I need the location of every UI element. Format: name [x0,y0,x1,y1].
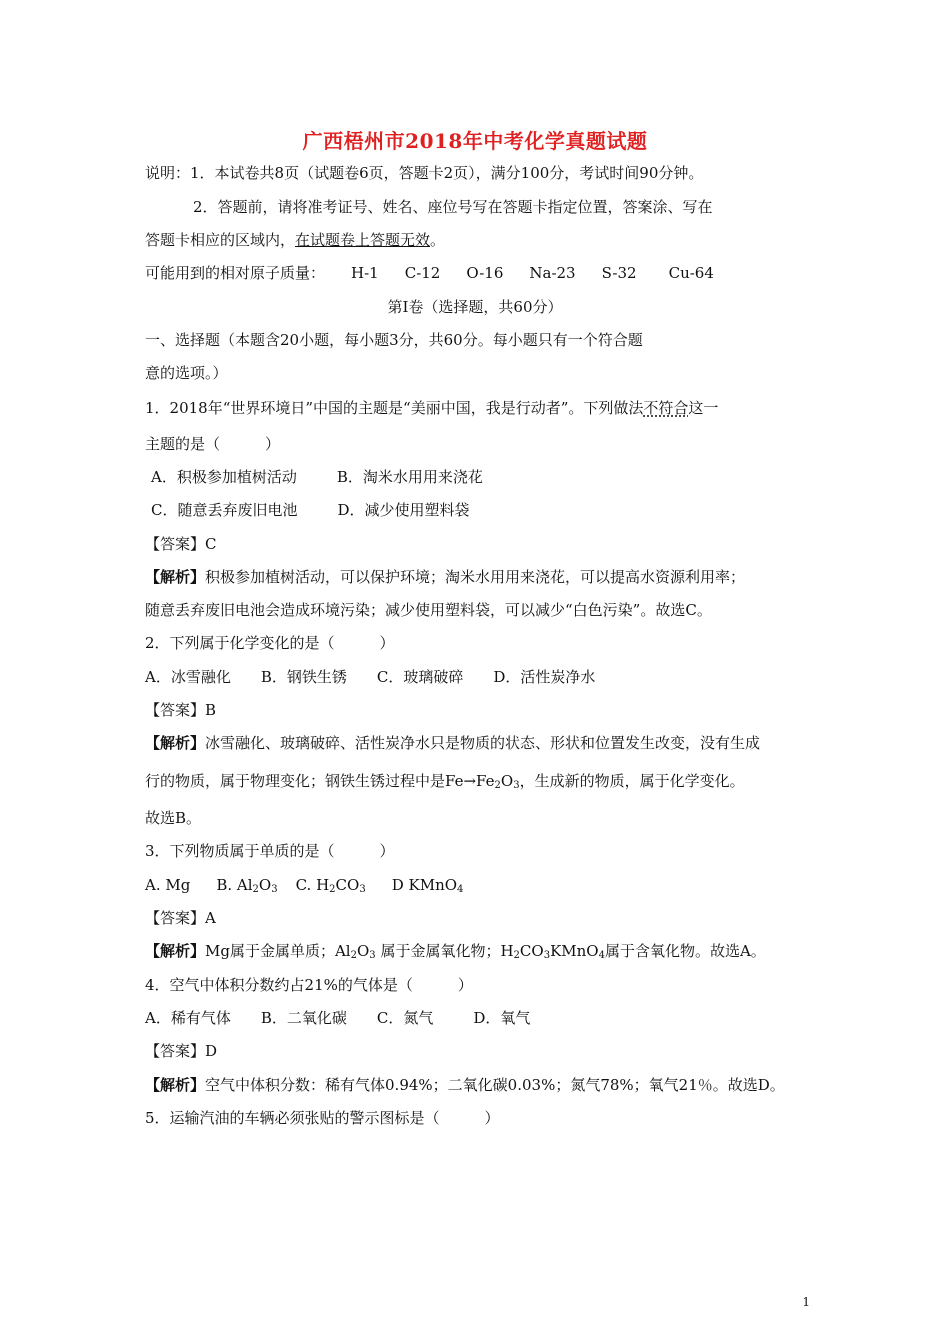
q4-options: A．稀有气体 B．二氧化碳 C．氮气 D．氧气 [145,1009,531,1027]
q2-analysis-3: 故选B。 [145,809,202,827]
q1-stem: 1．2018年“世界环境日”中国的主题是“美丽中国，我是行动者”。下列做法不符合这一 [145,399,719,417]
q1-options-2: C．随意丢弃废旧电池 D．减少使用塑料袋 [151,501,470,519]
q3-analysis: 【解析】Mg属于金属单质；$Al_2O_3$ 属于金属氧化物；$H_2CO_3KMnO_4$属于含氧化物。故选A。 [145,942,766,961]
q2-analysis-1: 【解析】冰雪融化、玻璃破碎、活性炭净水只是物质的状态、形状和位置发生改变，没有生成 [145,734,761,752]
note-line-2: 2．答题前，请将准考证号、姓名、座位号写在答题卡指定位置，答案涂、写在 [193,198,713,216]
q2-analysis-2: 行的物质，属于物理变化；钢铁生锈过程中是$Fe\to Fe_2O_3$，生成新的物质，属于化学变化。 [145,772,745,791]
q2-stem: 2．下列属于化学变化的是（ ） [145,634,395,652]
section-instruction-1: 一、选择题（本题含20小题，每小题3分，共60分。每小题只有一个符合题 [145,331,643,349]
page-number: 1 [802,1295,810,1309]
q2-options: A．冰雪融化 B．钢铁生锈 C．玻璃破碎 D．活性炭净水 [145,668,596,686]
note-line-1: 说明：1．本试卷共8页（试题卷6页，答题卡2页），满分100分，考试时间90分钟。 [145,164,704,182]
q4-analysis: 【解析】空气中体积分数：稀有气体0.94%；二氧化碳0.03%；氮气78%；氧气21％。故选D。 [145,1076,785,1094]
q3-answer: 【答案】A [145,909,216,927]
q3-stem: 3．下列物质属于单质的是（ ） [145,842,395,860]
page-title: 广西梧州市2018年中考化学真题试题 [302,129,648,153]
q5-stem: 5．运输汽油的车辆必须张贴的警示图标是（ ） [145,1109,500,1127]
section-instruction-2: 意的选项。） [145,364,228,382]
note-line-3: 答题卡相应的区域内，在试题卷上答题无效。 [145,231,446,249]
q4-stem: 4．空气中体积分数约占21%的气体是（ ） [145,976,473,994]
q4-answer: 【答案】D [145,1042,218,1060]
invalid-answer-note: 在试题卷上答题无效 [295,231,431,249]
q1-analysis-2: 随意丢弃废旧电池会造成环境污染；减少使用塑料袋，可以减少“白色污染”。故选C。 [145,601,712,619]
q2-answer: 【答案】B [145,701,217,719]
q1-stem-2: 主题的是（ ） [145,435,281,453]
q3-options: A. Mg B. $Al_2O_3$ C. $H_2CO_3$ D KMnO$_4$ [145,876,464,895]
q1-options-1: A．积极参加植树活动 B．淘米水用用来浇花 [151,468,483,486]
q1-answer: 【答案】C [145,535,217,553]
q1-analysis-1: 【解析】积极参加植树活动，可以保护环境；淘米水用用来浇花，可以提高水资源利用率； [145,568,746,586]
atomic-masses: 可能用到的相对原子质量： H-1 C-12 O-16 Na-23 S-32 Cu-64 [145,264,714,282]
volume-heading: 第Ⅰ卷（选择题，共60分） [387,298,563,316]
